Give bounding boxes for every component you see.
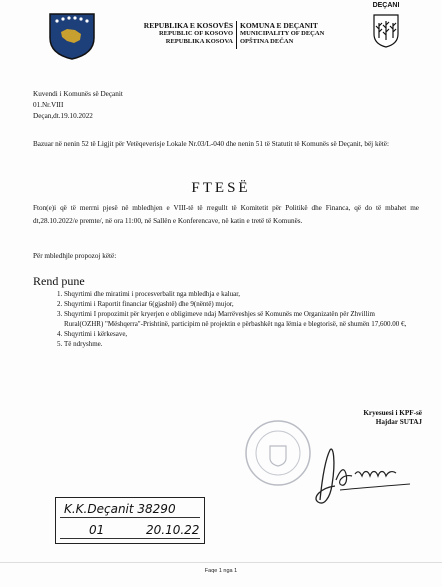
agenda-item: 4. Shqyrtimi i kërkesave, bbox=[64, 330, 414, 340]
agenda-list bbox=[42, 290, 414, 350]
registry-stamp bbox=[55, 497, 205, 544]
handwritten-signature-icon bbox=[300, 440, 430, 510]
municipal-crest-label: DEÇANI bbox=[372, 2, 400, 9]
signatory-name: Hajdar SUTAJ bbox=[375, 418, 422, 426]
stamp-divider bbox=[60, 538, 200, 539]
invitation-paragraph: Fton(e)i që të merrni pjesë në mbledhjen e VIII-të të rregullt të Komitetit për Politikë dhe Financa, që do të mbahet me dt,28.10.2022/e premte/, në ora 11:00, në Sallën e Konferencave, në katin e tretë të Komunës. bbox=[33, 204, 419, 225]
stamp-date: 20.10.22 bbox=[146, 523, 200, 537]
recipient-name: Kuvendi i Komunës së Deçanit bbox=[33, 90, 123, 98]
header-municipality-english: MUNICIPALITY OF DEÇAN bbox=[240, 30, 325, 37]
header-divider bbox=[236, 21, 237, 49]
header-municipality-serbian: OPŠTINA DEČAN bbox=[240, 38, 294, 45]
legal-basis-paragraph: Bazuar në nenin 52 të Ligjit për Vetëqeverisje Lokale Nr.03/L-040 dhe nenin 51 të Statutit të Komunës së Deçanit, bëj këtë: bbox=[33, 140, 389, 148]
proposal-line: Për mbledhjle propozoj këtë: bbox=[33, 252, 117, 260]
place-date: Deçan,dt.19.10.2022 bbox=[33, 112, 93, 120]
header-right-block bbox=[240, 22, 360, 46]
stamp-code: 01 bbox=[89, 523, 105, 537]
kosovo-coat-of-arms-icon bbox=[47, 10, 97, 60]
agenda-item: 3. Shqyrtimi I propozimit për kryerjen e obligimeve ndaj Marrëveshjes së Komunës me Organizatën për Zhvillim Rural(OZHR) "Mëshqerra"-Prishtinë, participim në projektin e përbashkët nga lëmia e blegtorisë, në shumën 17,600.00 €, bbox=[64, 310, 414, 329]
signatory-role: Kryesuesi i KPF-së bbox=[363, 409, 422, 417]
agenda-item: 2. Shqyrtimi i Raportit financiar 6(gjashtë) dhe 9(nëntë) mujor, bbox=[64, 300, 414, 310]
stamp-registry-number: K.K.Deçanit 38290 bbox=[64, 502, 176, 516]
header-republic-serbian: REPUBLIKA KOSOVA bbox=[165, 38, 233, 45]
header-left-block bbox=[105, 22, 233, 46]
stamp-divider bbox=[60, 517, 200, 518]
document-title: FTESË bbox=[191, 180, 251, 196]
header-republic-english: REPUBLIC OF KOSOVO bbox=[158, 30, 233, 37]
agenda-item: 1. Shqyrtimi dhe miratimi i procesverbalit nga mbledhja e kaluar, bbox=[64, 290, 414, 300]
document-number: 01.Nr.VIII bbox=[33, 101, 64, 109]
header-republic-title: REPUBLIKA E KOSOVËS bbox=[143, 21, 233, 30]
signatory-block bbox=[318, 409, 422, 427]
agenda-item: 5. Të ndryshme. bbox=[64, 340, 414, 350]
page-footer: Faqe 1 nga 1 bbox=[204, 568, 238, 574]
municipal-crest-icon bbox=[373, 14, 399, 48]
recipient-block bbox=[33, 90, 123, 123]
footer-divider bbox=[0, 562, 442, 563]
header-municipality-title: KOMUNA E DEÇANIT bbox=[240, 21, 318, 30]
agenda-title: Rend pune bbox=[33, 274, 85, 288]
